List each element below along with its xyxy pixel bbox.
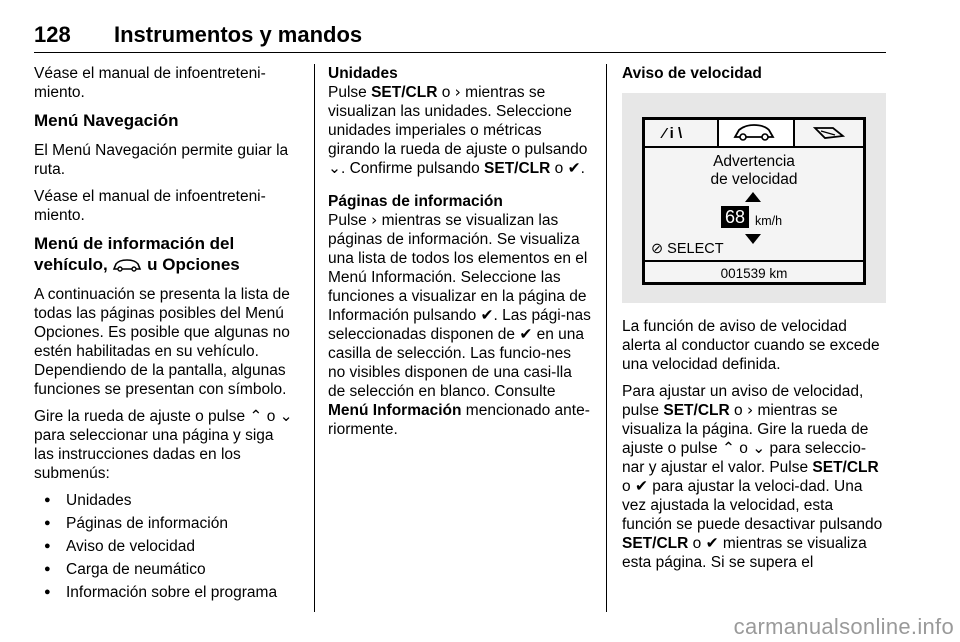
- check-icon: ✔: [705, 534, 719, 552]
- chevron-down-icon: ⌄: [752, 439, 766, 457]
- chevron-up-icon: ⌃: [249, 407, 263, 425]
- column-left: [34, 64, 296, 606]
- column-middle: [328, 64, 592, 447]
- car-icon: [112, 258, 142, 272]
- list-item: ● Páginas de información: [34, 514, 296, 533]
- speed-warning-figure: [622, 93, 886, 303]
- display-tabs: [645, 120, 863, 148]
- page-number: 128: [34, 22, 71, 47]
- page-title: Instrumentos y mandos: [114, 22, 363, 47]
- paragraph: El Menú Navegación permite guiar la ruta.: [34, 142, 289, 178]
- road-sign-icon: [813, 124, 845, 142]
- column-divider: [314, 64, 315, 612]
- paragraph: Pulse › mientras se visualizan las páginas de información. Se visualiza una lista de todos los elementos en el Menú Información. Seleccione las funciones a visualizar en la página de Información pulsando ✔. Las pági-nas seleccionadas disponen de ✔ en una casilla de selección. Las funcio-nes no visibles disponen de una casi-lla de selección en blanco. Consulte Menú Información mencionado ante-riormente.: [328, 211, 591, 438]
- paragraph: Gire la rueda de ajuste o pulse ⌃ o ⌄ para seleccionar una página y siga las instrucciones dadas en los submenús:: [34, 407, 293, 482]
- paragraph: Para ajustar un aviso de velocidad, pulse SET/CLR o › mientras se visualiza la página. Gire la rueda de ajuste o pulse ⌃ o ⌄ para seleccio-nar y ajustar el valor. Pulse SET/CLR o ✔ para ajustar la veloci-dad. Una vez ajustada la velocidad, esta función se puede desactivar pulsando SET/CLR o ✔ mientras se visualiza esta página. Si se supera el: [622, 383, 883, 571]
- column-divider: [606, 64, 607, 612]
- select-label: ⊘ SELECT: [651, 241, 724, 257]
- list-item: ● Carga de neumático: [34, 560, 296, 579]
- paragraph: Pulse SET/CLR o › mientras se visualizan las unidades. Seleccione unidades imperiales o métricas girando la rueda de ajuste o pulsando ⌄. Confirme pulsando SET/CLR o ✔.: [328, 83, 588, 177]
- display-divider: [645, 260, 863, 262]
- info-tab-icon: ⁄ i \: [663, 125, 683, 142]
- section-heading-unidades: Unidades: [328, 65, 398, 82]
- submenu-list: [34, 491, 296, 602]
- section-heading-info-vehiculo: Menú de información del vehículo, u Opciones: [34, 234, 240, 274]
- instrument-display: [642, 117, 866, 285]
- paragraph: Véase el manual de infoentreteni-miento.: [34, 65, 266, 101]
- list-item: ● Unidades: [34, 491, 296, 510]
- triangle-up-icon: [745, 192, 761, 202]
- chevron-down-icon: ⌄: [328, 159, 341, 177]
- section-heading-navegacion: Menú Navegación: [34, 111, 179, 130]
- car-icon: [719, 120, 789, 144]
- check-icon: ✔: [519, 325, 533, 343]
- list-item: ● Aviso de velocidad: [34, 537, 296, 556]
- chevron-right-icon: ›: [454, 83, 461, 101]
- list-item: ● Información sobre el programa: [34, 583, 296, 602]
- page-header: [34, 22, 886, 53]
- check-icon: ✔: [634, 477, 648, 495]
- speed-value: 68: [721, 206, 749, 228]
- car-tab: [717, 120, 795, 146]
- check-icon: ✔: [480, 306, 494, 324]
- chevron-right-icon: ›: [371, 211, 378, 229]
- odometer-value: 001539 km: [720, 266, 788, 281]
- speed-unit: km/h: [755, 214, 783, 228]
- watermark: carmanualsonline.info: [733, 614, 954, 639]
- chevron-right-icon: ›: [746, 401, 754, 419]
- paragraph: Véase el manual de infoentreteni-miento.: [34, 188, 266, 224]
- paragraph: La función de aviso de velocidad alerta al conductor cuando se excede una velocidad definida.: [622, 318, 880, 373]
- display-title-line1: Advertencia: [713, 153, 795, 170]
- triangle-down-icon: [745, 234, 761, 244]
- column-right: [622, 64, 886, 580]
- chevron-down-icon: ⌄: [279, 407, 293, 425]
- section-heading-aviso: Aviso de velocidad: [622, 65, 762, 82]
- display-title-line2: de velocidad: [710, 171, 798, 188]
- paragraph: A continuación se presenta la lista de todas las páginas posibles del Menú Opciones. Es posible que algunas no estén habilitadas en su vehículo. Dependiendo de la pantalla, algunas funciones se presentan con símbolo.: [34, 286, 290, 398]
- section-heading-paginas: Páginas de información: [328, 193, 503, 210]
- chevron-up-icon: ⌃: [721, 439, 735, 457]
- check-icon: ✔: [567, 159, 581, 177]
